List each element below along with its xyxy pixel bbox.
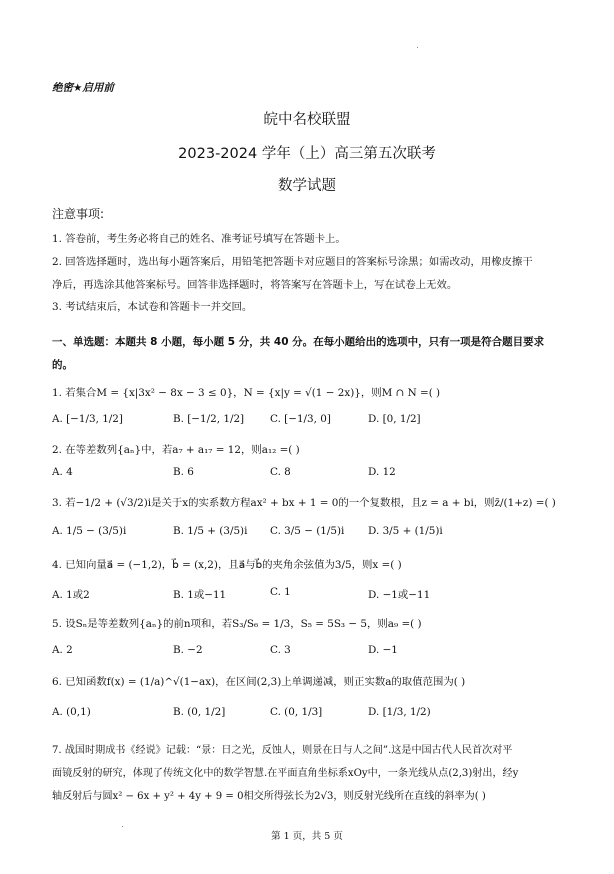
page-number: 第 1 页，共 5 页 — [271, 831, 343, 842]
q5-option-a: A. 2 — [52, 644, 73, 656]
q1-option-c: C. [−1/3, 0] — [270, 413, 331, 425]
notice-line: 3. 考试结束后，本试卷和答题卡一并交回。 — [52, 301, 253, 313]
question-7-line1: 7. 战国时期成书《经说》记载：“景：日之光，反蚀人，则景在日与人之间”.这是中国古代人民首次对平 — [52, 745, 513, 756]
question-7-line2: 面镜反射的研究，体现了传统文化中的数学智慧.在平面直角坐标系xOy中，一条光线从点(2,3)射出，经y — [52, 768, 519, 779]
q6-option-c: C. (0, 1/3] — [270, 706, 323, 718]
question-2-stem: 2. 在等差数列{aₙ}中，若a₇ + a₁₇ = 12，则a₁₂ =( ) — [52, 444, 300, 456]
q1-option-b: B. [−1/2, 1/2] — [173, 413, 245, 425]
scan-dot — [417, 47, 418, 48]
exam-alliance-title: 皖中名校联盟 — [263, 112, 351, 128]
q3-option-a: A. 1/5 − (3/5)i — [52, 525, 127, 537]
question-1-stem: 1. 若集合M = {x|3x² − 8x − 3 ≤ 0}，N = {x|y = √(1 − 2x)}，则M ∩ N =( ) — [52, 387, 441, 399]
q2-option-b: B. 6 — [173, 466, 194, 478]
q1-option-d: D. [0, 1/2] — [368, 413, 421, 425]
q6-option-d: D. [1/3, 1/2) — [368, 706, 431, 718]
q3-option-b: B. 1/5 + (3/5)i — [173, 525, 248, 537]
q3-option-d: D. 3/5 + (1/5)i — [368, 525, 443, 537]
q4-option-d: D. −1或−11 — [368, 589, 431, 601]
q3-option-c: C. 3/5 − (1/5)i — [270, 525, 345, 537]
q2-option-d: D. 12 — [368, 466, 396, 478]
question-6-stem: 6. 已知函数f(x) = (1/a)^√(1−ax)，在区间(2,3)上单调递减，则正实数a的取值范围为( ) — [52, 676, 466, 688]
subject-title: 数学试题 — [278, 178, 336, 194]
question-4-stem: 4. 已知向量a⃗ = (−1,2)，b⃗ = (x,2)，且a⃗与b⃗的夹角余弦值为3/5，则x =( ) — [52, 559, 402, 571]
exam-session-title: 2023-2024 学年（上）高三第五次联考 — [178, 146, 436, 162]
q6-option-b: B. (0, 1/2] — [173, 706, 226, 718]
notice-line: 净后，再选涂其他答案标号。回答非选择题时，将答案写在答题卡上，写在试卷上无效。 — [52, 279, 458, 291]
q2-option-c: C. 8 — [270, 466, 291, 478]
question-5-stem: 5. 设Sₙ是等差数列{aₙ}的前n项和，若S₃/S₆ = 1/3，S₅ = 5S₃ − 5，则a₉ =( ) — [52, 618, 422, 630]
q5-option-b: B. −2 — [173, 644, 203, 656]
question-7-line3: 轴反射后与圆x² − 6x + y² + 4y + 9 = 0相交所得弦长为2√3，则反射光线所在直线的斜率为( ) — [52, 791, 486, 802]
q4-option-c: C. 1 — [270, 586, 291, 598]
notice-line: 2. 回答选择题时，选出每小题答案后，用铅笔把答题卡对应题目的答案标号涂黑；如需改动，用橡皮擦干 — [52, 256, 533, 268]
notice-heading: 注意事项: — [52, 207, 105, 221]
q4-option-b: B. 1或−11 — [173, 589, 227, 601]
section-heading-cont: 的。 — [52, 359, 73, 371]
confidential-mark: 绝密★启用前 — [52, 82, 114, 94]
q6-option-a: A. (0,1) — [52, 706, 91, 718]
q1-option-a: A. [−1/3, 1/2] — [52, 413, 123, 425]
section-heading: 一、单选题：本题共 8 小题，每小题 5 分，共 40 分。在每小题给出的选项中，只有一项是符合题目要求 — [52, 336, 545, 348]
q2-option-a: A. 4 — [52, 466, 73, 478]
scan-dot — [122, 826, 123, 827]
q5-option-c: C. 3 — [270, 644, 291, 656]
q4-option-a: A. 1或2 — [52, 589, 90, 601]
q5-option-d: D. −1 — [368, 644, 398, 656]
question-3-stem: 3. 若−1/2 + (√3/2)i是关于x的实系数方程ax² + bx + 1 = 0的一个复数根，且z = a + bi，则z̄/(1+z) =( ) — [52, 497, 556, 509]
notice-line: 1. 答卷前，考生务必将自己的姓名、准考证号填写在答题卡上。 — [52, 233, 346, 245]
